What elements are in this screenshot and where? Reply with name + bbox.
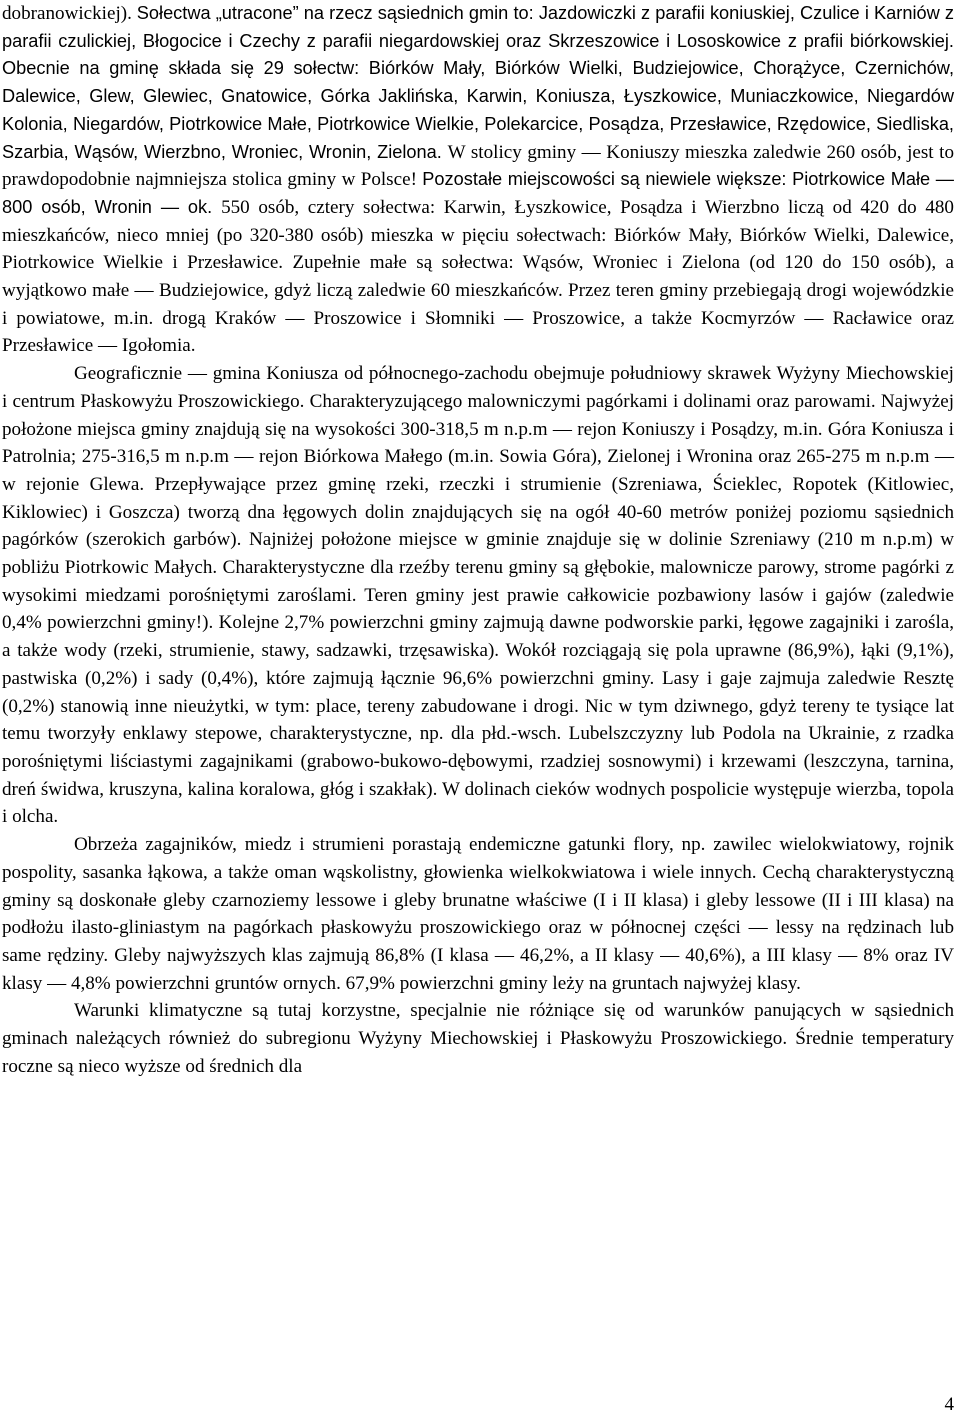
- document-page: [2, 0, 954, 1080]
- page-number: 4: [944, 1394, 954, 1415]
- text-segment: Obrzeża zagajników, miedz i strumieni porastają endemiczne gatunki flory, np. zawilec wielokwiatowy, rojnik pospolity, sasanka łąkowa, a także oman wąskolistny, głowienka wielkokwiatowa i wiele innych. Cechą charakterystyczną gminy są doskonałe gleby czarnoziemy lessowe i gleby brunatne właściwe (I i II klasa) i gleby lessowe (II i III klasa) na podłożu ilasto-gliniastym na pagórkach płaskowyżu proszowickiego oraz w północnej części — lessy na rędzinach lub same rędziny. Gleby najwyższych klas zajmują 86,8% (I klasa — 46,2%, a II klasy — 40,6%), a III klasy — 8% oraz IV klasy — 4,8% powierzchni gruntów ornych. 67,9% powierzchni gminy leży na gruntach najwyżej klasy.: [2, 834, 954, 994]
- text-segment: Warunki klimatyczne są tutaj korzystne, specjalnie nie różniące się od warunków panujących w sąsiednich gminach należących również do subregionu Wyżyny Miechowskiej i Płaskowyżu Proszowickiego. Średnie temperatury roczne są nieco wyższe od średnich dla: [2, 1000, 954, 1077]
- text-segment: Sołectwa „utracone” na rzecz sąsiednich gmin to: Jazdowiczki z parafii koniuskiej, Czulice i Karniów z parafii czulickiej, Błogocice i Czechy z parafii niegardowskiej oraz Skrzeszowice i Lososkowice z prafii biórkowskiej.: [2, 3, 954, 51]
- paragraph-flora-gleby: [2, 831, 954, 997]
- text-segment: dobranowickiej).: [2, 3, 137, 24]
- paragraph-geografia: [2, 360, 954, 831]
- text-segment: Geograficznie — gmina Koniusza od północnego-zachodu obejmuje południowy skrawek Wyżyny Miechowskiej i centrum Płaskowyżu Proszowickiego. Charakteryzującego malowniczymi pagórkami i dolinami oraz parowami. Najwyżej położone miejsca gminy znajdują się na wysokości 300-318,5 m n.p.m — rejon Koniuszy i Posądzy, m.in. Góra Koniusza i Patrolnia; 275-316,5 m n.p.m — rejon Biórkowa Małego (m.in. Sowia Góra), Zielonej i Wronina oraz 265-275 m n.p.m — w rejonie Glewa. Przepływające przez gminę rzeki, rzeczki i strumienie (Szreniawa, Ścieklec, Ropotek (Kitlowiec, Kiklowiec) i Goszcza) tworzą dna łęgowych dolin znajdujących się na ogół 40-60 metrów poniżej poziomu sąsiednich pagórków (szerokich garbów). Najniżej położone miejsce w gminie znajduje się w dolinie Szreniawy (210 m n.p.m) w pobliżu Piotrkowic Małych. Charakterystyczne dla rzeźby terenu gminy są głębokie, malownicze parowy, strome pagórki z wysokimi miedzami porośniętymi zaroślami. Teren gminy jest prawie całkowicie pozbawiony lasów i gajów (zaledwie 0,4% powierzchni gminy!). Kolejne 2,7% powierzchni gminy zajmują dawne podworskie parki, łęgowe zagajniki i zarośla, a także wody (rzeki, strumienie, stawy, sadzawki, trzęsawiska). Wokół rozciągają się pola uprawne (86,9%), łąki (9,1%), pastwiska (0,2%) i sady (0,4%), które zajmują łącznie 96,6% powierzchni gminy. Lasy i gaje zajmuja zaledwie Resztę (0,2%) stanowią inne nieużytki, w tym: place, tereny zabudowane i drogi. Nic w tym dziwnego, gdyż tereny te tysiące lat temu tworzyły enklawy stepowe, charakterystyczne, np. dla płd.-wsch. Lubelszczyzny lub Podola na Ukrainie, z rzadka porośniętymi liściastymi zagajnikami (grabowo-bukowo-dębowymi, rzadziej sosnowymi) i krzewami (leszczyna, tarnina, dreń świdwa, kruszyna, kalina koralowa, głóg i szakłak). W dolinach cieków wodnych pospolicie występuje wierzba, topola i olcha.: [2, 363, 954, 828]
- text-segment: Obecnie na gminę składa się 29 sołectw: Biórków Mały, Biórków Wielki, Budziejowice, Chorążyce, Czernichów, Dalewice, Glew, Glewiec, Gnatowice, Górka Jaklińska, Karwin, Koniusza, Łyszkowice, Muniaczkowice, Niegardów Kolonia, Niegardów, Piotrkowice Małe, Piotrkowice Wielkie, Polekarcice, Posądza, Przesławice, Rzędowice, Siedliska, Szarbia, Wąsów, Wierzbno, Wroniec, Wronin, Zielona.: [2, 58, 954, 162]
- text-segment: W stolicy gminy — Koniuszy mieszka zaledwie 260 osób, jest to prawdopodobnie najmniejsza stolica gminy w Polsce!: [2, 141, 954, 191]
- text-segment: 550 osób, cztery sołectwa: Karwin, Łyszkowice, Posądza i Wierzbno liczą od 420 do 480 mieszkańców, nieco mniej (po 320-380 osób) mieszka w pięciu sołectwach: Biórków Mały, Biórków Wielki, Dalewice, Piotrkowice Wielkie i Przesławice. Zupełnie małe są sołectwa: Wąsów, Wroniec i Zielona (od 120 do 150 osób), a wyjątkowo małe — Budziejowice, gdyż liczą zaledwie 60 mieszkańców. Przez teren gminy przebiegają drogi wojewódzkie i powiatowe, m.in. drogą Kraków — Proszowice i Słomniki — Proszowice, a także Kocmyrzów — Racławice oraz Przesławice — Igołomia.: [2, 196, 954, 357]
- paragraph-soletwa: [2, 0, 954, 360]
- paragraph-klimat: [2, 997, 954, 1080]
- text-segment: Pozostałe miejscowości są niewiele większe: Piotrkowice Małe — 800 osób, Wronin — ok.: [2, 169, 954, 217]
